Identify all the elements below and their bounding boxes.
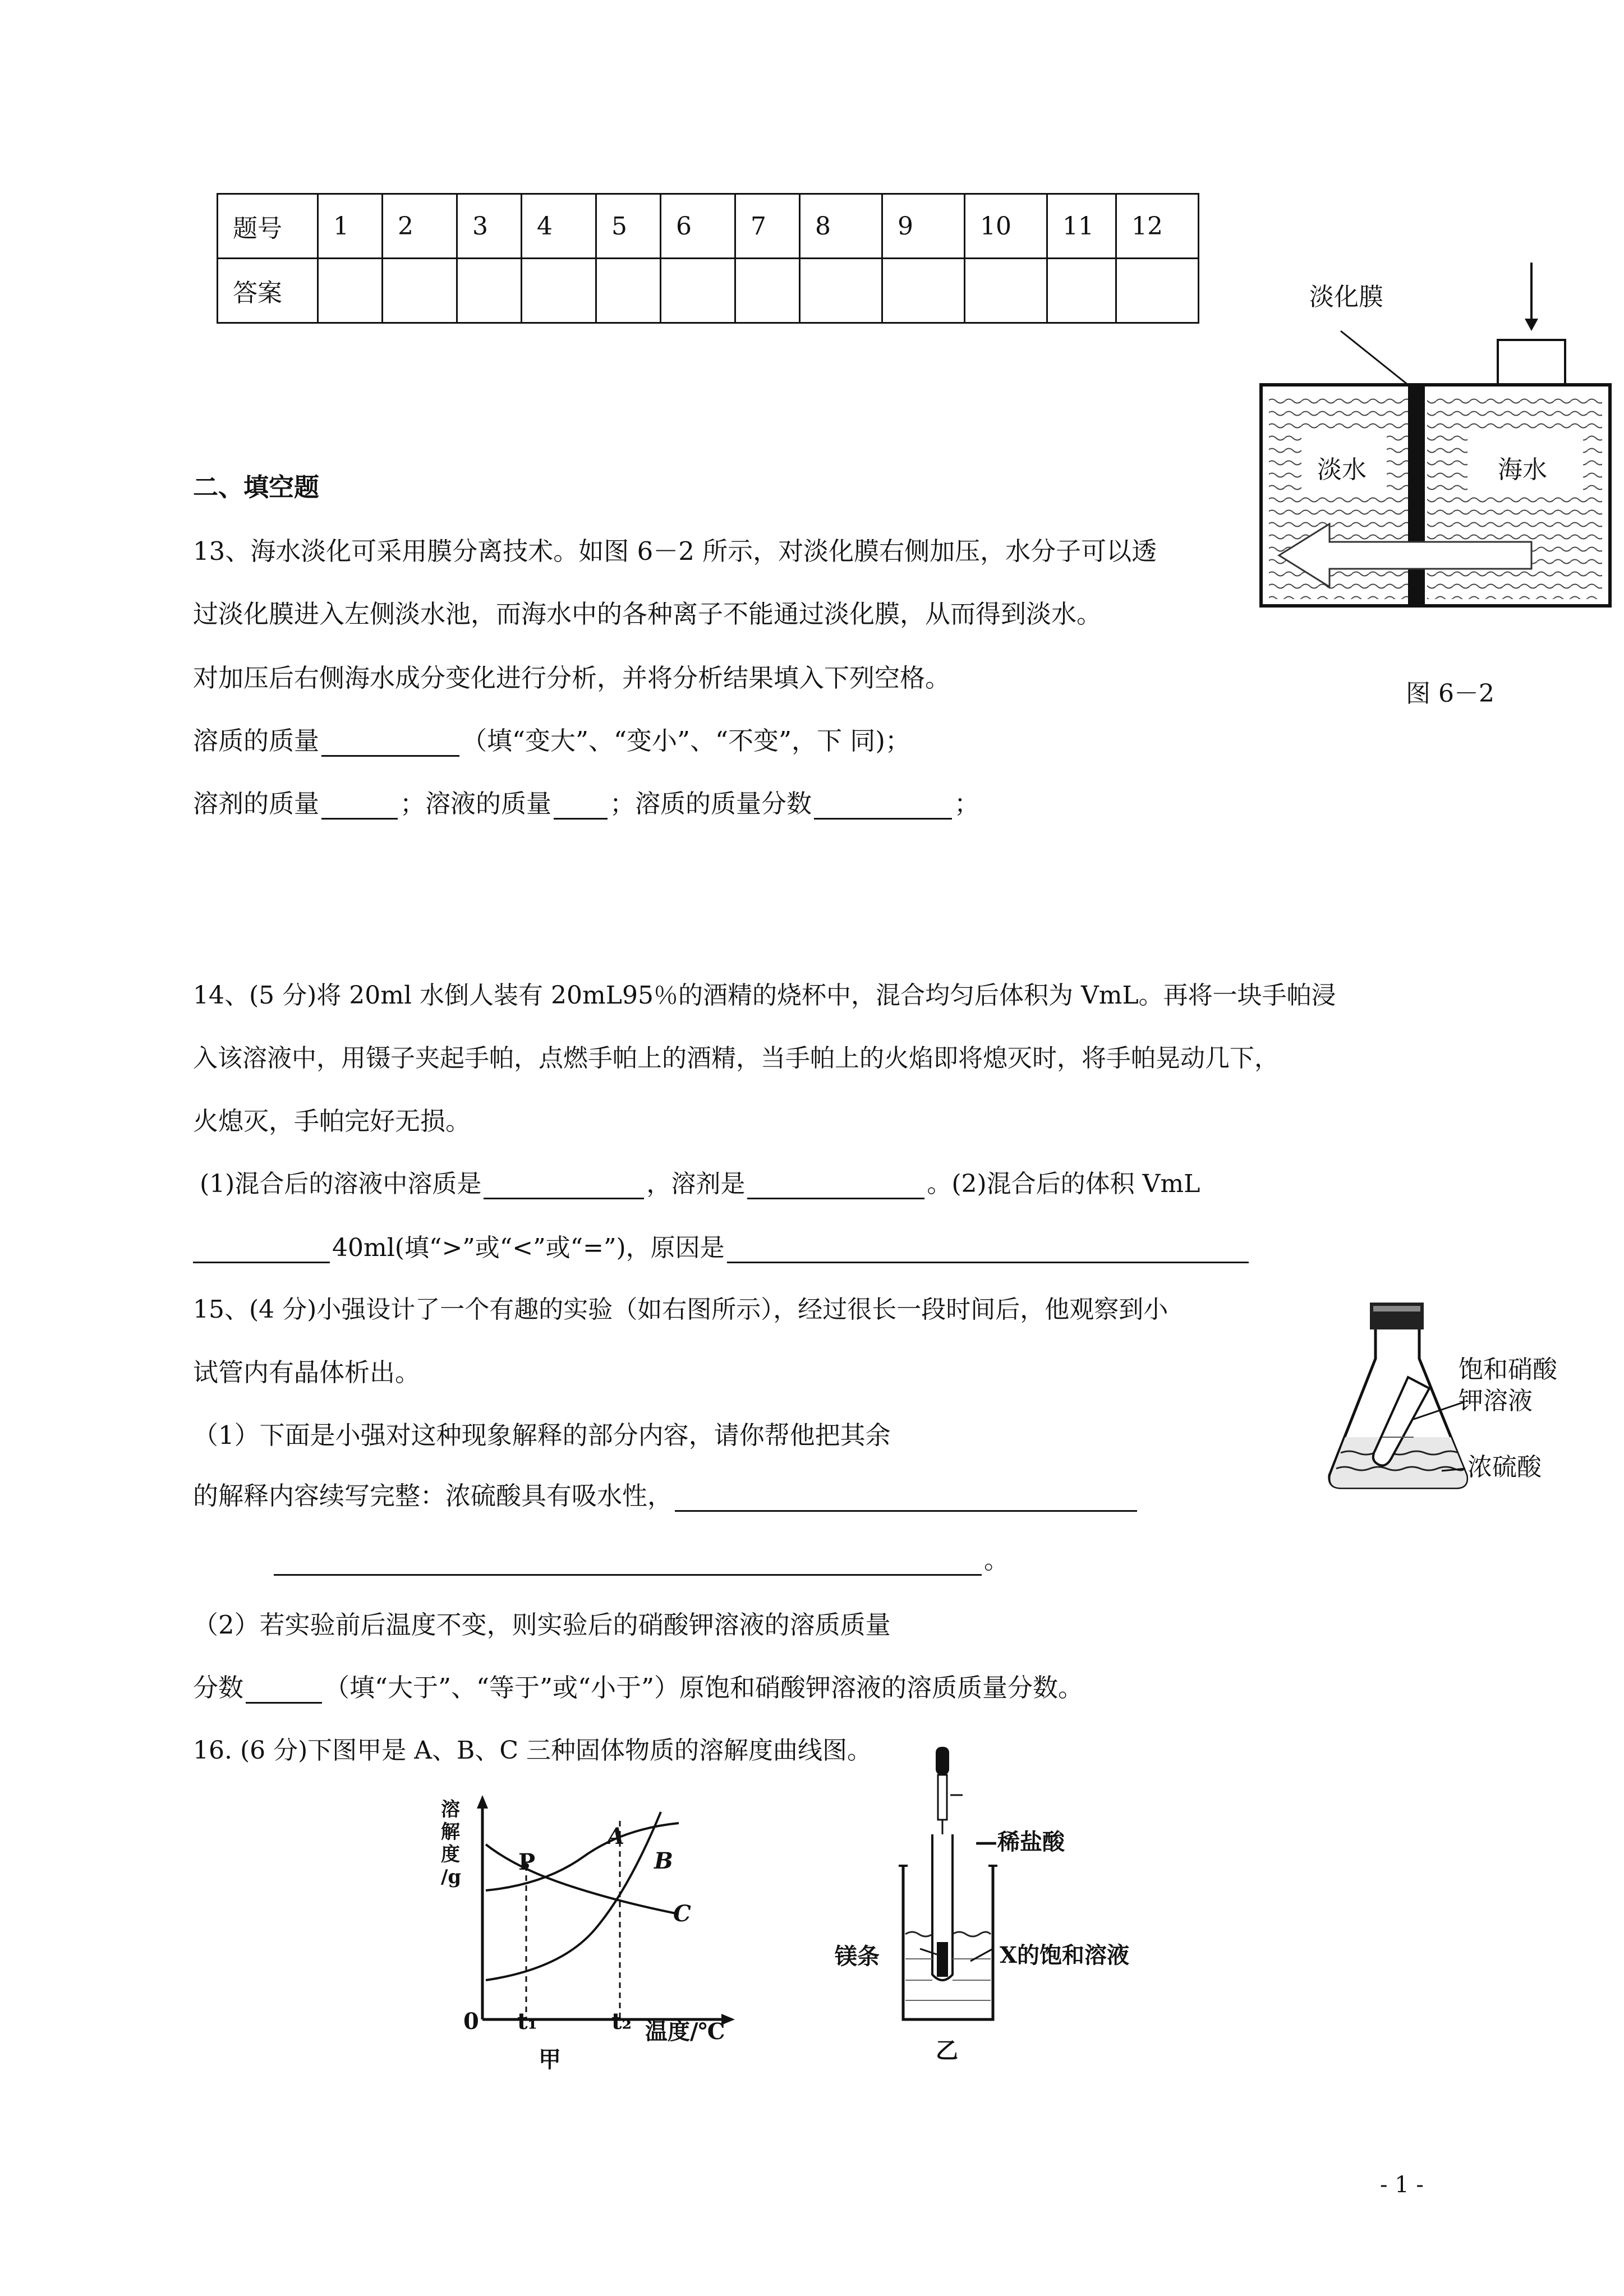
table-cell: 11 [1047,194,1116,259]
q14-line3: 火熄灭，手帕完好无损。 [193,1106,471,1136]
q15-line3: （1）下面是小强对这种现象解释的部分内容，请你帮他把其余 [193,1420,891,1450]
table-row [218,194,1199,259]
q13-line4 [193,720,910,757]
q14-line5 [193,1227,1251,1263]
table-cell: 6 [661,194,735,259]
answer-cell[interactable] [457,259,522,323]
answer-blank[interactable] [321,733,459,757]
q13-solvent-mass-label: 溶剂的质量 [193,789,320,818]
table-header-cell: 题号 [218,194,318,259]
y-label-char: 溶 [441,1798,460,1821]
table-cell: 3 [457,194,522,259]
page-number: - 1 - [1380,2172,1424,2198]
table-cell: 4 [522,194,596,259]
answer-blank[interactable] [727,1239,1249,1263]
fresh-water-label: 淡水 [1317,455,1367,484]
q15-line2: 试管内有晶体析出。 [193,1358,421,1387]
curve-c-label: C [673,1901,691,1927]
answer-blank[interactable] [675,1488,1137,1512]
q14-line1: 14、(5 分)将 20ml 水倒人装有 20mL95％的酒精的烧杯中，混合均匀后体积为 VmL。再将一块手帕浸 [193,981,1336,1010]
q13-line5 [193,783,979,820]
point-p-label: P [518,1849,536,1875]
q15-fraction-label: 分数 [193,1673,244,1703]
y-label-char: 解 [441,1821,460,1843]
seawater-label: 海水 [1498,455,1547,484]
q15-line1: 15、(4 分)小强设计了一个有趣的实验（如右图所示），经过很长一段时间后，他观察到小 [193,1295,1168,1324]
q15-line5 [274,1539,1009,1576]
y-label-char: 度 [441,1843,460,1866]
q15-line7 [193,1667,1083,1704]
answer-cell[interactable] [383,259,457,323]
q13-solute-mass-label: 溶质的质量 [193,726,320,756]
table-cell: 9 [882,194,965,259]
t1-label: t₁ [517,2008,537,2035]
q13-line2: 过淡化膜进入左侧淡水池，而海水中的各种离子不能通过淡化膜，从而得到淡水。 [193,599,1102,629]
q15-period: 。 [984,1545,1010,1575]
answer-blank[interactable] [814,795,952,820]
y-label-unit: /g [441,1866,462,1888]
table-cell: 1 [318,194,383,259]
magnesium-label: 镁条 [835,1943,880,1970]
q15-line6: （2）若实验前后温度不变，则实验后的硝酸钾溶液的溶质质量 [193,1610,891,1640]
answer-blank[interactable] [484,1175,644,1199]
q13-line3: 对加压后右侧海水成分变化进行分析，并将分析结果填入下列空格。 [193,663,951,693]
answer-cell[interactable] [882,259,965,323]
answer-cell[interactable] [735,259,800,323]
table-cell: 5 [596,194,661,259]
acid-label-text: 稀盐酸 [997,1829,1065,1855]
q14-reason-label: 40ml(填“>”或“<”或“=”)，原因是 [332,1234,725,1262]
answer-blank[interactable] [554,795,608,820]
answer-cell[interactable] [661,259,735,323]
q14-line4 [200,1163,1200,1199]
q15-line4 [193,1475,1139,1512]
flask-label-sulfuric-acid: 浓硫酸 [1467,1453,1542,1481]
table-cell: 12 [1116,194,1199,259]
q14-solvent-label: ，溶剂是 [646,1170,746,1198]
membrane-label: 淡化膜 [1309,283,1383,311]
beaker-figure [830,1739,1189,2053]
section-title: 二、填空题 [193,472,320,502]
origin-label: 0 [463,2008,479,2035]
x-axis-label: 温度/℃ [645,2018,725,2045]
answer-cell[interactable] [1116,259,1199,323]
graph-caption: 甲 [539,2046,561,2073]
curve-a [486,1812,661,1980]
t2-label: t₂ [611,2008,632,2035]
table-cell: 8 [800,194,882,259]
answer-cell[interactable] [522,259,596,323]
q14-volume-label: 。(2)混合后的体积 VmL [927,1170,1200,1198]
answer-blank[interactable] [747,1175,924,1199]
table-cell: 2 [383,194,457,259]
q16-line1: 16. (6 分)下图甲是 A、B、C 三种固体物质的溶解度曲线图。 [193,1736,872,1765]
q15-explanation-label: 的解释内容续写完整：浓硫酸具有吸水性， [193,1481,673,1511]
flask-label-kno3-2: 钾溶液 [1459,1387,1533,1415]
figure-caption: 图 6－2 [1406,679,1494,708]
table-cell: 10 [965,194,1047,259]
answer-blank[interactable] [274,1552,982,1576]
answer-blank[interactable] [193,1239,330,1263]
q14-line2: 入该溶液中，用镊子夹起手帕，点燃手帕上的酒精，当手帕上的火焰即将熄灭时，将手帕晃动几下， [193,1044,1279,1073]
q15-instruction: （填“大于”、“等于”或“小于”）原饱和硝酸钾溶液的溶质质量分数。 [324,1673,1084,1703]
desalination-figure [1251,247,1621,696]
curve-c [486,1844,679,1914]
beaker-caption: 乙 [936,2037,958,2064]
table-row [218,259,1199,323]
q13-line1: 13、海水淡化可采用膜分离技术。如图 6－2 所示，对淡化膜右侧加压，水分子可以透 [193,536,1157,566]
table-header-cell: 答案 [218,259,318,323]
q13-end: ； [954,789,980,818]
q14-solute-label: (1)混合后的溶液中溶质是 [200,1170,482,1198]
answer-cell[interactable] [965,259,1047,323]
answer-cell[interactable] [800,259,882,323]
q13-instruction: （填“变大”、“变小”、“不变”，下 同)； [462,726,910,756]
answer-table [217,193,1199,324]
answer-cell[interactable] [1047,259,1116,323]
answer-cell[interactable] [318,259,383,323]
curve-b [486,1823,679,1890]
answer-cell[interactable] [596,259,661,323]
flask-label-kno3-1: 饱和硝酸 [1459,1355,1557,1384]
saturated-solution-label: X的饱和溶液 [1000,1942,1130,1968]
curve-b-label: B [654,1848,673,1874]
answer-blank[interactable] [246,1680,322,1704]
table-cell: 7 [735,194,800,259]
acid-label: —稀盐酸 [975,1829,1065,1855]
q13-mass-fraction-label: ；溶质的质量分数 [610,789,812,818]
curve-a-label: A [607,1823,625,1849]
answer-blank[interactable] [321,795,398,820]
y-axis-label [441,1798,461,1888]
q13-solution-mass-label: ；溶液的质量 [400,789,552,818]
